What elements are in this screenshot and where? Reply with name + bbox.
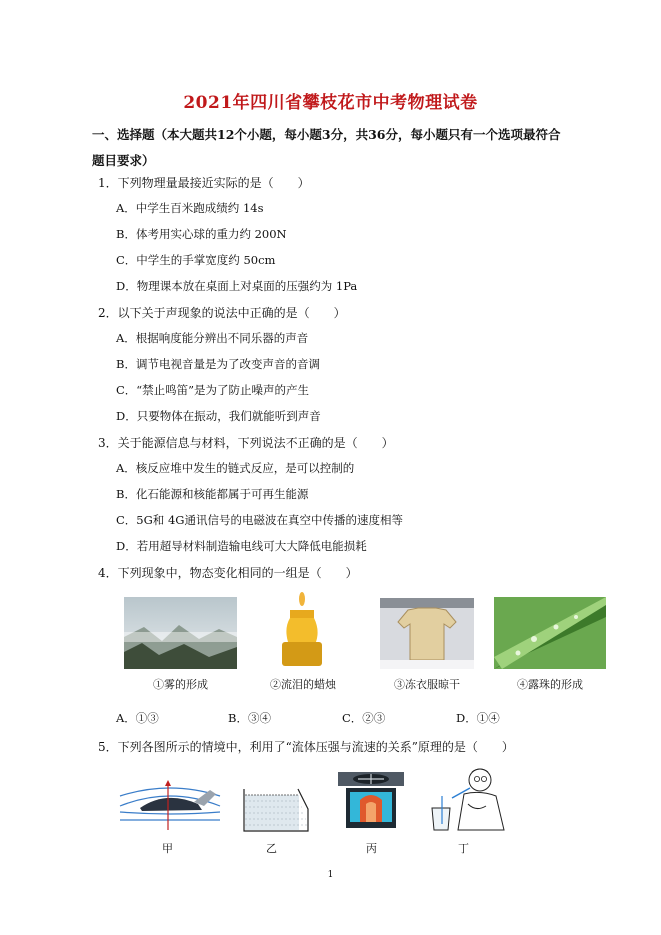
- figure-label-ding: 丁: [458, 842, 469, 855]
- q4-choice-c: C．②③: [342, 711, 386, 725]
- q2-option-b: B．调节电视音量是为了改变声音的音调: [116, 357, 320, 371]
- q3-option-a: A．核反应堆中发生的链式反应，是可以控制的: [116, 461, 355, 475]
- candle-image: [272, 590, 332, 670]
- figure-label-jia: 甲: [162, 842, 173, 855]
- straw-drinking-figure: [428, 764, 520, 834]
- question-2-stem: 2．以下关于声现象的说法中正确的是（ ）: [98, 306, 346, 320]
- fog-image: [124, 597, 237, 669]
- caption-fog: ①雾的形成: [153, 678, 208, 691]
- wing-airflow-figure: [118, 780, 222, 832]
- figure-label-bing: 丙: [366, 842, 377, 855]
- frozen-clothes-image: [380, 598, 474, 669]
- q3-option-c: C．5G和 4G通讯信号的电磁波在真空中传播的速度相等: [116, 513, 403, 527]
- q2-option-c: C．“禁止鸣笛”是为了防止噪声的产生: [116, 383, 310, 397]
- q2-option-d: D．只要物体在振动，我们就能听到声音: [116, 409, 321, 423]
- caption-dew: ④露珠的形成: [517, 678, 583, 691]
- figure-label-yi: 乙: [266, 842, 277, 855]
- caption-candle: ②流泪的蜡烛: [270, 678, 336, 691]
- question-1-stem: 1．下列物理量最接近实际的是（ ）: [98, 176, 310, 190]
- question-5-stem: 5．下列各图所示的情境中，利用了“流体压强与流速的关系”原理的是（ ）: [98, 740, 514, 754]
- caption-clothes: ③冻衣服晾干: [394, 678, 460, 691]
- page-number: 1: [327, 870, 334, 880]
- q4-choice-d: D．①④: [456, 711, 500, 725]
- q3-option-b: B．化石能源和核能都属于可再生能源: [116, 487, 309, 501]
- q4-choice-b: B．③④: [228, 711, 271, 725]
- dew-image: [494, 597, 606, 669]
- section-heading: 一、选择题（本大题共12个小题，每小题3分，共36分，每小题只有一个选项最符合题目要求）: [92, 127, 561, 168]
- q1-option-d: D．物理课本放在桌面上对桌面的压强约为 1Pa: [116, 279, 358, 293]
- q3-option-d: D．若用超导材料制造输电线可大大降低电能损耗: [116, 539, 367, 553]
- floor-drain-figure: [336, 770, 406, 834]
- question-3-stem: 3．关于能源信息与材料，下列说法不正确的是（ ）: [98, 436, 394, 450]
- q1-option-a: A．中学生百米跑成绩约 14s: [116, 201, 264, 215]
- page-title: 2021年四川省攀枝花市中考物理试卷: [183, 93, 478, 113]
- question-4-stem: 4．下列现象中，物态变化相同的一组是（ ）: [98, 566, 358, 580]
- container-figure: [242, 785, 312, 833]
- q4-choice-a: A．①③: [116, 711, 159, 725]
- q2-option-a: A．根据响度能分辨出不同乐器的声音: [116, 331, 309, 345]
- q1-option-b: B．体考用实心球的重力约 200N: [116, 227, 287, 241]
- q1-option-c: C．中学生的手掌宽度约 50cm: [116, 253, 276, 267]
